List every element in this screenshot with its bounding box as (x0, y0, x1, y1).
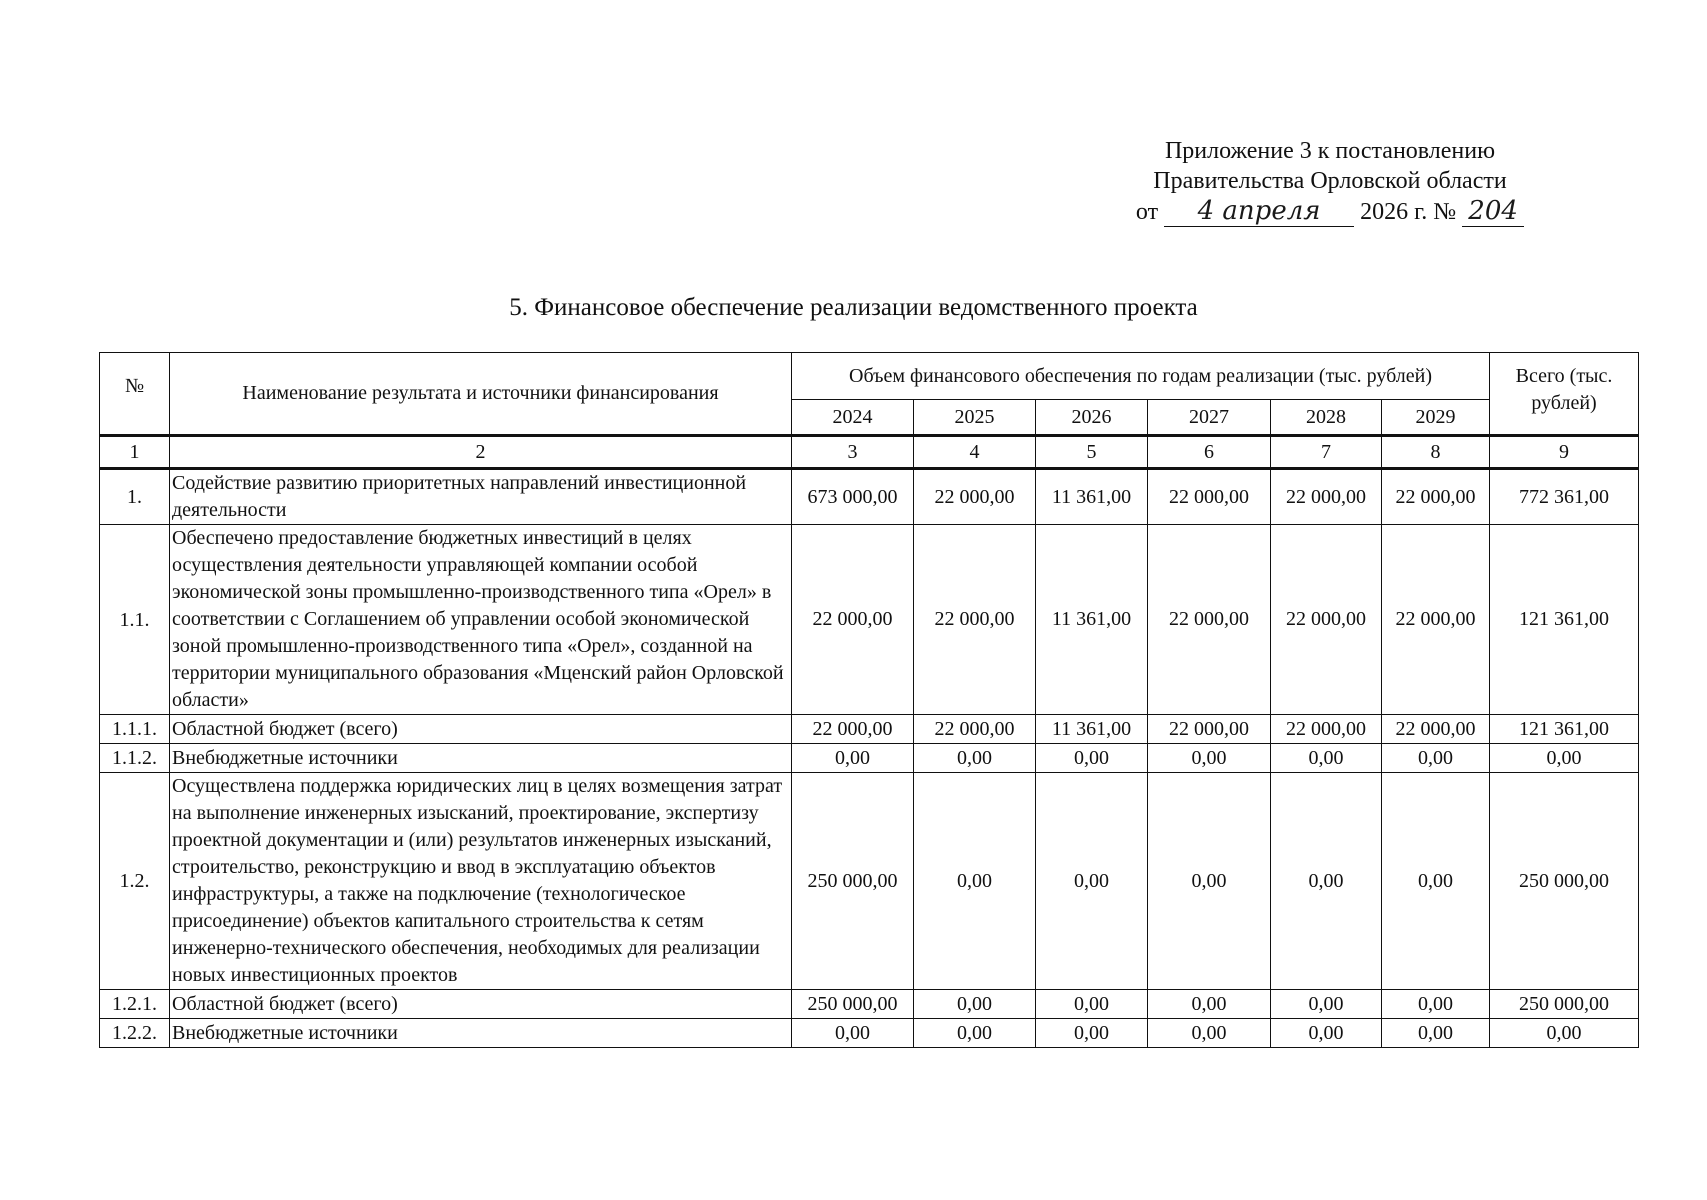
year-value: 0,00 (1148, 990, 1271, 1019)
year-header: 2026 (1036, 400, 1148, 436)
row-number: 1.1. (100, 525, 170, 715)
row-name: Обеспечено предоставление бюджетных инвестиций в целях осуществления деятельности управляющей компании особой экономической зоны промышленно-производственного типа «Орел» в соответствии с Соглашением об управлении особой экономической зоной промышленно-производственного типа «Орел», созданной на территории муниципального образования «Мценский район Орловской области» (170, 525, 792, 715)
handwritten-number: 204 (1462, 196, 1524, 227)
row-number: 1.1.2. (100, 744, 170, 773)
year-value: 22 000,00 (914, 469, 1036, 525)
table-row (100, 773, 1639, 990)
year-value: 0,00 (792, 744, 914, 773)
column-number: 8 (1382, 436, 1490, 469)
year-value: 22 000,00 (1271, 715, 1382, 744)
year-value: 22 000,00 (792, 715, 914, 744)
table-row (100, 744, 1639, 773)
column-number: 2 (170, 436, 792, 469)
row-number: 1.1.1. (100, 715, 170, 744)
year-value: 0,00 (1271, 1019, 1382, 1048)
row-name: Содействие развитию приоритетных направлений инвестиционной деятельности (170, 469, 792, 525)
year-value: 0,00 (1036, 990, 1148, 1019)
year-value: 250 000,00 (792, 990, 914, 1019)
year-value: 0,00 (1382, 744, 1490, 773)
handwritten-date: 4 апреля (1164, 196, 1354, 227)
year-value: 0,00 (1271, 773, 1382, 990)
year-value: 11 361,00 (1036, 715, 1148, 744)
year-value: 250 000,00 (792, 773, 914, 990)
year-value: 0,00 (792, 1019, 914, 1048)
appendix-header (1100, 136, 1560, 227)
year-value: 11 361,00 (1036, 469, 1148, 525)
table-row (100, 525, 1639, 715)
row-total: 0,00 (1490, 1019, 1639, 1048)
year-value: 22 000,00 (914, 525, 1036, 715)
header-total: Всего (тыс. рублей) (1490, 353, 1639, 436)
year-value: 22 000,00 (1271, 469, 1382, 525)
row-name: Областной бюджет (всего) (170, 715, 792, 744)
row-number: 1.2. (100, 773, 170, 990)
year-value: 22 000,00 (1148, 525, 1271, 715)
year-value: 22 000,00 (1382, 525, 1490, 715)
year-header: 2028 (1271, 400, 1382, 436)
column-number: 1 (100, 436, 170, 469)
row-total: 772 361,00 (1490, 469, 1639, 525)
year-value: 0,00 (1271, 744, 1382, 773)
year-header: 2029 (1382, 400, 1490, 436)
row-total: 121 361,00 (1490, 525, 1639, 715)
year-value: 0,00 (1148, 1019, 1271, 1048)
year-value: 22 000,00 (1148, 469, 1271, 525)
column-number: 7 (1271, 436, 1382, 469)
row-name: Осуществлена поддержка юридических лиц в целях возмещения затрат на выполнение инженерных изысканий, проектирование, экспертизу проектной документации и (или) результатов инженерных изысканий, строительство, реконструкцию и ввод в эксплуатацию объектов инфраструктуры, а также на подключение (технологическое присоединение) объектов капитального строительства к сетям инженерно-технического обеспечения, необходимых для реализации новых инвестиционных проектов (170, 773, 792, 990)
year-value: 0,00 (1148, 773, 1271, 990)
row-total: 0,00 (1490, 744, 1639, 773)
year-header: 2025 (914, 400, 1036, 436)
table-row (100, 715, 1639, 744)
header-name: Наименование результата и источники финансирования (170, 353, 792, 436)
year-value: 22 000,00 (1382, 715, 1490, 744)
row-number: 1. (100, 469, 170, 525)
date-prefix: от (1135, 199, 1159, 225)
header-no: № (100, 353, 170, 436)
year-value: 22 000,00 (792, 525, 914, 715)
row-total: 250 000,00 (1490, 773, 1639, 990)
year-and-number-label: 2026 г. № (1360, 199, 1457, 225)
year-value: 0,00 (914, 1019, 1036, 1048)
year-value: 0,00 (1036, 744, 1148, 773)
row-name: Внебюджетные источники (170, 744, 792, 773)
row-name: Внебюджетные источники (170, 1019, 792, 1048)
table-row (100, 1019, 1639, 1048)
column-numbers-row (100, 436, 1639, 469)
column-number: 9 (1490, 436, 1639, 469)
year-value: 0,00 (914, 990, 1036, 1019)
year-value: 0,00 (914, 773, 1036, 990)
column-number: 3 (792, 436, 914, 469)
appendix-line-1: Приложение 3 к постановлению (1164, 138, 1496, 164)
column-number: 5 (1036, 436, 1148, 469)
year-value: 22 000,00 (1382, 469, 1490, 525)
column-number: 6 (1148, 436, 1271, 469)
year-value: 0,00 (1271, 990, 1382, 1019)
year-value: 22 000,00 (914, 715, 1036, 744)
row-number: 1.2.1. (100, 990, 170, 1019)
year-header: 2024 (792, 400, 914, 436)
year-value: 22 000,00 (1271, 525, 1382, 715)
table-row (100, 469, 1639, 525)
row-name: Областной бюджет (всего) (170, 990, 792, 1019)
year-value: 0,00 (1148, 744, 1271, 773)
year-value: 0,00 (914, 744, 1036, 773)
financing-table (99, 352, 1639, 1048)
appendix-date-line (1100, 196, 1560, 227)
year-value: 0,00 (1036, 1019, 1148, 1048)
column-number: 4 (914, 436, 1036, 469)
row-total: 250 000,00 (1490, 990, 1639, 1019)
year-value: 0,00 (1382, 773, 1490, 990)
appendix-line-2: Правительства Орловской области (1153, 168, 1507, 194)
row-total: 121 361,00 (1490, 715, 1639, 744)
row-number: 1.2.2. (100, 1019, 170, 1048)
year-value: 0,00 (1382, 1019, 1490, 1048)
year-header: 2027 (1148, 400, 1271, 436)
table-row (100, 990, 1639, 1019)
year-value: 11 361,00 (1036, 525, 1148, 715)
header-volume: Объем финансового обеспечения по годам реализации (тыс. рублей) (792, 353, 1490, 400)
year-value: 22 000,00 (1148, 715, 1271, 744)
year-value: 0,00 (1382, 990, 1490, 1019)
year-value: 673 000,00 (792, 469, 914, 525)
section-title: 5. Финансовое обеспечение реализации ведомственного проекта (509, 294, 1198, 321)
year-value: 0,00 (1036, 773, 1148, 990)
